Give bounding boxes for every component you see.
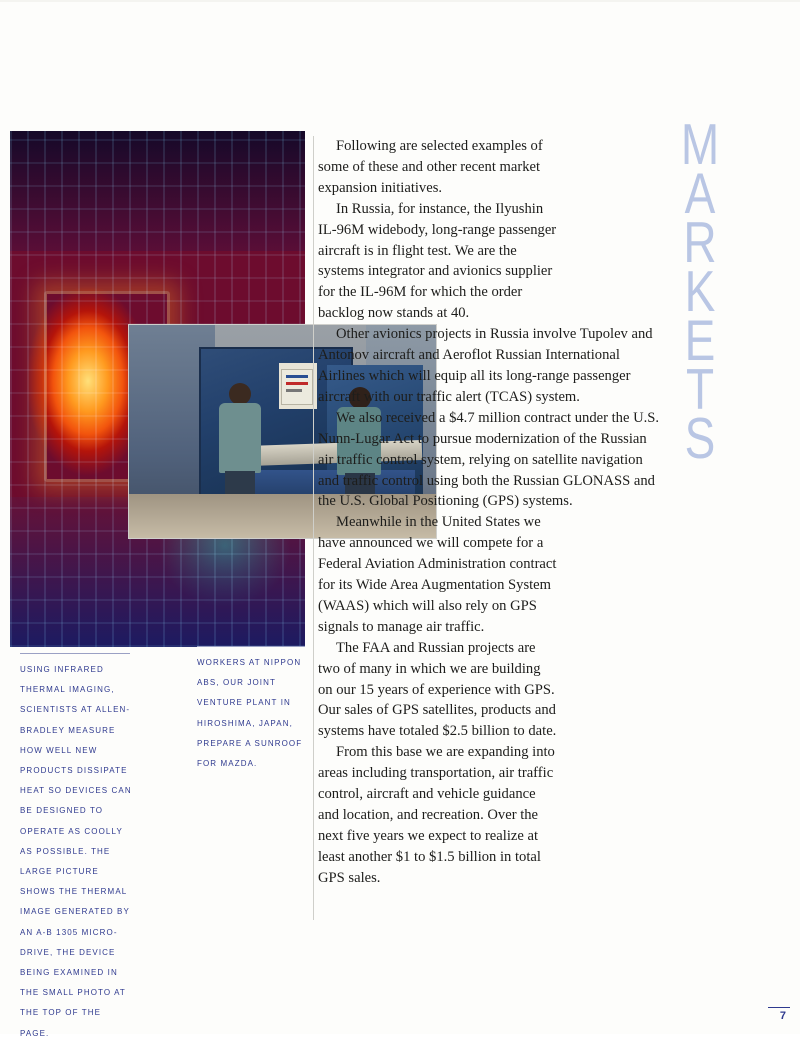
body-paragraph: From this base we are expanding into areas including transportation, air traffic control, aircraft and vehicle guidance and location, and recreation. Over the next five years we expect to realize at least another $1 to $1.5 billion in total GPS sales. — [318, 744, 555, 886]
section-letter: T — [685, 356, 727, 422]
scan-edge — [0, 0, 800, 2]
section-letter: M — [680, 111, 732, 177]
section-letter: E — [684, 307, 728, 373]
caption-infrared-thermal-image: USING INFRARED THERMAL IMAGING, SCIENTISTS AT ALLEN-BRADLEY MEASURE HOW WELL NEW PRODUCTS DISSIPATE HEAT SO DEVICES CAN BE DESIGNED TO OPERATE AS COOLLY AS POSSIBLE. THE LARGE PICTURE SHOWS THE THERMAL IMAGE GENERATED BY AN A-B 1305 MICRO-DRIVE, THE DEVICE BEING EXAMINED IN THE SMALL PHOTO AT THE TOP OF THE PAGE. — [20, 665, 132, 1038]
body-paragraph: Meanwhile in the United States we have announced we will compete for a Federal Aviation Administration contract for its Wide Area Augmentation System (WAAS) which will also rely on GPS signals to manage air traffic. — [318, 514, 557, 635]
body-paragraph: We also received a $4.7 million contract under the U.S. Nunn-Lugar Act to pursue modernization of the Russian air traffic control system, relying on satellite navigation and traffic control using both the Russian GLONASS and the U.S. Global Positioning (GPS) systems. — [318, 409, 660, 510]
body-paragraph: Other avionics projects in Russia involve Tupolev and Antonov aircraft and Aeroflot Russian International Airlines which will equip all its long-range passenger aircraft with our traffic alert (TCAS) system. — [318, 326, 653, 405]
section-letter: S — [684, 405, 728, 471]
caption-rule-left — [20, 653, 130, 654]
section-letter: R — [683, 209, 729, 275]
page-number: 7 — [779, 1010, 786, 1022]
body-paragraph: Following are selected examples of some of these and other recent market expansion initiatives. — [318, 138, 543, 196]
photo-worker-left — [217, 383, 261, 503]
body-text-column — [318, 136, 660, 889]
caption-rule-right — [197, 646, 305, 647]
page-number-rule — [768, 1007, 790, 1008]
section-letter: K — [684, 258, 728, 324]
caption-nippon-abs-plant-photo: WORKERS AT NIPPON ABS, OUR JOINT VENTURE PLANT IN HIROSHIMA, JAPAN, PREPARE A SUNROOF FOR MAZDA. — [197, 658, 303, 769]
section-title-markets — [646, 111, 766, 590]
photo-posted-sign — [281, 369, 313, 405]
body-paragraph: The FAA and Russian projects are two of many in which we are building on our 15 years of experience with GPS. Our sales of GPS satellites, products and systems have totaled $2.5 billion to date. — [318, 639, 557, 740]
column-divider-rule — [313, 136, 314, 920]
body-paragraph: In Russia, for instance, the Ilyushin IL-96M widebody, long-range passenger aircraft is in flight test. We are the systems integrator and avionics supplier for the IL-96M for which the order backlog now stands at 40. — [318, 200, 557, 322]
section-letter: A — [684, 160, 728, 226]
